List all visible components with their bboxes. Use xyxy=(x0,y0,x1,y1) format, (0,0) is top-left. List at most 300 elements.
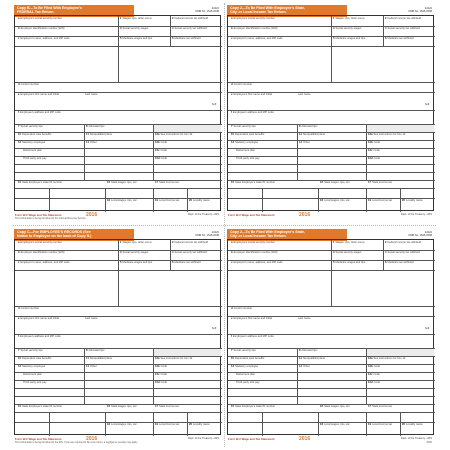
box-label: Last name xyxy=(85,93,98,96)
box-b-ein[interactable] xyxy=(18,27,65,30)
box-label: Code xyxy=(373,157,381,160)
box-number: 19 xyxy=(368,423,371,426)
box-label: Code xyxy=(373,373,380,376)
box-label: State wages, tips, etc. xyxy=(111,181,138,184)
box-7-ss-tips[interactable] xyxy=(18,125,43,128)
box-number: 7 xyxy=(18,349,20,352)
form-grid xyxy=(227,239,434,435)
box-d-control[interactable] xyxy=(231,83,252,86)
box-number: e xyxy=(18,317,20,320)
box-1-wages[interactable] xyxy=(333,17,365,20)
box-7-ss-tips[interactable] xyxy=(18,349,43,352)
box-label: See instructions for box 12 xyxy=(373,133,406,136)
box-15-state[interactable] xyxy=(231,181,275,184)
box-c-employer[interactable] xyxy=(18,37,70,40)
box-15-state[interactable] xyxy=(231,405,275,408)
box-12b[interactable] xyxy=(368,365,380,368)
tax-year: 2016 xyxy=(299,212,311,218)
box-label: State Employer's state ID number xyxy=(22,405,63,408)
grid-col-lower-1 xyxy=(84,348,85,404)
grid-col-upper xyxy=(331,16,332,82)
box-17-state-tax[interactable] xyxy=(368,181,392,184)
box-number: 12a xyxy=(155,133,160,136)
box-6-medicare-tax[interactable] xyxy=(385,37,414,40)
w2-copy-4 xyxy=(227,229,434,445)
box-4-ss-tax[interactable] xyxy=(385,251,420,254)
box-d-control[interactable] xyxy=(231,307,252,310)
box-number: 13 xyxy=(18,365,21,368)
box-number: f xyxy=(18,335,19,338)
box-15-state[interactable] xyxy=(18,405,62,408)
grid-col-upper xyxy=(118,16,119,82)
box-d-control[interactable] xyxy=(18,307,39,310)
box-20-locality[interactable] xyxy=(402,199,423,202)
box-label: Retirement plan xyxy=(236,149,255,152)
box-7-ss-tips[interactable] xyxy=(231,125,256,128)
grid-row-11 xyxy=(15,164,222,165)
grid-row-11 xyxy=(15,388,222,389)
box-label: Medicare wages and tips xyxy=(122,37,153,40)
box-16-state-wages[interactable] xyxy=(107,405,137,408)
box-number: 4 xyxy=(172,27,174,30)
box-3-ss-wages[interactable] xyxy=(120,251,148,254)
box-label: Wages, tips, other comp. xyxy=(122,17,153,20)
grid-col-lower-1 xyxy=(297,348,298,404)
box-number: 2 xyxy=(385,17,387,20)
box-4-ss-tax[interactable] xyxy=(172,27,207,30)
box-17-state-tax[interactable] xyxy=(155,181,179,184)
box-number: 16 xyxy=(107,405,110,408)
box-number: 13 xyxy=(231,365,234,368)
box-number: 12c xyxy=(368,373,373,376)
box-13-retirement[interactable] xyxy=(236,149,255,152)
grid-row-8 xyxy=(228,364,435,365)
box-8-allocated-tips[interactable] xyxy=(86,349,105,352)
box-12c[interactable] xyxy=(368,149,380,152)
box-11-nonqualified[interactable] xyxy=(86,357,112,360)
dept-treasury: Dept. of the Treasury—IRS xyxy=(400,213,432,216)
box-number: 12a xyxy=(155,357,160,360)
box-number: 17 xyxy=(155,181,158,184)
box-label: Allocated tips xyxy=(88,125,105,128)
omb-number xyxy=(195,231,219,237)
box-number: 12b xyxy=(368,141,373,144)
form-grid xyxy=(14,239,221,435)
box-label: Employer's name, address, and ZIP code xyxy=(233,37,283,40)
box-label: Locality name xyxy=(193,423,210,426)
grid-col-upper-2 xyxy=(170,240,171,270)
box-19-local-tax[interactable] xyxy=(155,423,179,426)
box-number: b xyxy=(18,251,20,254)
box-label: Employee's address and ZIP code xyxy=(232,111,274,114)
box-2-fed-tax[interactable] xyxy=(385,17,421,20)
form-code: 22222 xyxy=(211,7,219,10)
w2-copy-3 xyxy=(14,229,221,445)
box-number: 2 xyxy=(172,241,174,244)
box-label: Social security tips xyxy=(233,349,256,352)
box-label: State Employer's state ID number xyxy=(22,181,63,184)
box-number: 19 xyxy=(155,423,158,426)
box-label: Local income tax xyxy=(159,423,180,426)
grid-col-state-1 xyxy=(49,412,50,436)
box-13-third-party[interactable] xyxy=(236,157,259,160)
box-number: f xyxy=(18,111,19,114)
box-number: 3 xyxy=(333,27,335,30)
box-number: 15 xyxy=(18,405,21,408)
box-4-ss-tax[interactable] xyxy=(172,251,207,254)
box-label: Medicare tax withheld xyxy=(387,37,414,40)
box-label: Code xyxy=(373,141,381,144)
box-number: 8 xyxy=(86,125,88,128)
box-b-ein[interactable] xyxy=(18,251,65,254)
box-number: 11 xyxy=(86,133,89,136)
form-code: 22222 xyxy=(211,231,219,234)
box-10-dependent-care[interactable] xyxy=(18,357,51,360)
box-label: Statutory employee xyxy=(235,141,259,144)
box-label: Dependent care benefits xyxy=(235,133,265,136)
box-label: Retirement plan xyxy=(23,149,42,152)
box-12b[interactable] xyxy=(368,141,380,144)
box-12a[interactable] xyxy=(155,133,192,136)
grid-col-state-1 xyxy=(262,188,263,212)
suffix-label: Suff. xyxy=(211,327,217,330)
box-label: Other xyxy=(303,365,310,368)
box-13-retirement[interactable] xyxy=(23,149,42,152)
box-2-fed-tax[interactable] xyxy=(385,241,421,244)
box-label: Social security tips xyxy=(20,125,43,128)
box-18-local-wages[interactable] xyxy=(107,199,137,202)
grid-col-state-4 xyxy=(400,188,401,212)
box-label: Statutory employee xyxy=(22,365,46,368)
box-number: 11 xyxy=(86,357,89,360)
grid-row-11 xyxy=(228,164,435,165)
box-11-nonqualified[interactable] xyxy=(86,133,112,136)
box-20-locality[interactable] xyxy=(402,423,423,426)
form-footer xyxy=(227,213,434,221)
grid-row-8 xyxy=(15,140,222,141)
box-a-ssn[interactable] xyxy=(231,17,275,20)
box-label: Nonqualified plans xyxy=(302,133,325,136)
box-label: Medicare wages and tips xyxy=(335,261,366,264)
grid-row-11 xyxy=(228,388,435,389)
box-20-locality[interactable] xyxy=(189,199,210,202)
box-19-local-tax[interactable] xyxy=(155,199,179,202)
form-footer xyxy=(227,437,434,445)
box-label: Dependent care benefits xyxy=(22,357,52,360)
box-7-ss-tips[interactable] xyxy=(231,349,256,352)
box-number: e xyxy=(231,317,233,320)
box-number: 18 xyxy=(320,423,323,426)
box-label: Locality name xyxy=(193,199,210,202)
box-label: Code xyxy=(160,157,168,160)
box-12d[interactable] xyxy=(368,381,380,384)
box-label: State income tax xyxy=(159,181,180,184)
box-label: Social security wages xyxy=(335,27,362,30)
box-number: 1 xyxy=(120,17,122,20)
box-20-locality[interactable] xyxy=(189,423,210,426)
box-15-state[interactable] xyxy=(18,181,62,184)
box-label: Employer's name, address, and ZIP code xyxy=(233,261,283,264)
box-12d[interactable] xyxy=(368,157,380,160)
box-label: Last name xyxy=(298,93,311,96)
box-number: 13 xyxy=(18,141,21,144)
grid-row-14 xyxy=(15,412,222,413)
box-19-local-tax[interactable] xyxy=(368,423,392,426)
box-number: 13 xyxy=(231,141,234,144)
box-label: Other xyxy=(90,141,97,144)
grid-col-lower-1 xyxy=(84,124,85,180)
box-label: Employee's address and ZIP code xyxy=(19,111,61,114)
box-label: Medicare tax withheld xyxy=(174,37,201,40)
box-13-retirement[interactable] xyxy=(236,373,255,376)
box-label: Code xyxy=(160,149,167,152)
grid-row-14 xyxy=(228,412,435,413)
box-f-employee-address[interactable] xyxy=(18,335,61,338)
box-number: 14 xyxy=(86,141,89,144)
box-e-last-name[interactable] xyxy=(298,93,311,96)
box-8-allocated-tips[interactable] xyxy=(86,125,105,128)
box-12c[interactable] xyxy=(155,373,167,376)
box-14-other[interactable] xyxy=(299,141,310,144)
box-label: Last name xyxy=(298,317,311,320)
box-18-local-wages[interactable] xyxy=(320,423,350,426)
box-number: d xyxy=(18,83,20,86)
box-label: Employee's first name and initial xyxy=(20,317,59,320)
box-number: 8 xyxy=(299,125,301,128)
box-label: Control number xyxy=(233,83,253,86)
box-12c[interactable] xyxy=(155,149,167,152)
box-5-medicare-wages[interactable] xyxy=(333,37,365,40)
box-number: c xyxy=(18,261,20,264)
box-5-medicare-wages[interactable] xyxy=(120,261,152,264)
box-label: Allocated tips xyxy=(301,349,318,352)
box-11-nonqualified[interactable] xyxy=(299,357,325,360)
box-number: 14 xyxy=(86,365,89,368)
box-label: Local wages, tips, etc. xyxy=(111,423,138,426)
box-3-ss-wages[interactable] xyxy=(120,27,148,30)
box-6-medicare-tax[interactable] xyxy=(172,261,201,264)
box-number: 4 xyxy=(172,251,174,254)
box-12d[interactable] xyxy=(155,157,167,160)
box-number: 7 xyxy=(231,349,233,352)
box-8-allocated-tips[interactable] xyxy=(299,125,318,128)
box-label: Employee's first name and initial xyxy=(20,93,59,96)
box-number: 6 xyxy=(385,261,387,264)
box-number: 3 xyxy=(333,251,335,254)
banner-line-2: Notice to Employee on the back of Copy B.) xyxy=(17,234,92,239)
box-14-other[interactable] xyxy=(299,365,310,368)
banner-line-1: Copy C—For EMPLOYEE'S RECORDS (See xyxy=(17,230,91,234)
grid-col-state-2 xyxy=(105,188,106,212)
box-17-state-tax[interactable] xyxy=(368,405,392,408)
box-number: 12d xyxy=(368,381,373,384)
box-13-third-party[interactable] xyxy=(23,157,46,160)
w2-copy-2 xyxy=(227,5,434,221)
box-number: 12d xyxy=(368,157,373,160)
form-grid xyxy=(227,15,434,211)
grid-row-8 xyxy=(228,140,435,141)
box-f-employee-address[interactable] xyxy=(18,111,61,114)
box-number: 6 xyxy=(385,37,387,40)
banner-title xyxy=(17,6,82,15)
box-label: Wages, tips, other comp. xyxy=(122,241,153,244)
box-18-local-wages[interactable] xyxy=(320,199,350,202)
box-number: 20 xyxy=(402,423,405,426)
box-13-statutory[interactable] xyxy=(231,141,258,144)
box-label: Statutory employee xyxy=(22,141,46,144)
box-13-third-party[interactable] xyxy=(23,381,46,384)
box-3-ss-wages[interactable] xyxy=(333,251,361,254)
box-label: Employee's address and ZIP code xyxy=(19,335,61,338)
tax-year: 2016 xyxy=(86,212,98,218)
box-17-state-tax[interactable] xyxy=(155,405,179,408)
box-1-wages[interactable] xyxy=(120,17,152,20)
box-b-ein[interactable] xyxy=(231,251,278,254)
box-label: Federal income tax withheld xyxy=(387,241,421,244)
box-12a[interactable] xyxy=(368,357,405,360)
grid-row-9 xyxy=(228,148,435,149)
box-10-dependent-care[interactable] xyxy=(231,357,264,360)
box-number: 12c xyxy=(155,149,160,152)
box-number: a xyxy=(231,241,233,244)
box-e-last-name[interactable] xyxy=(85,93,98,96)
banner-title xyxy=(230,230,305,239)
box-label: Code xyxy=(160,365,168,368)
box-f-employee-address[interactable] xyxy=(231,335,274,338)
box-label: Code xyxy=(160,141,168,144)
box-9-shaded xyxy=(154,125,221,132)
box-e-employee-name[interactable] xyxy=(231,93,272,96)
box-label: Employee's social security number xyxy=(20,17,62,20)
grid-col-state-3 xyxy=(153,188,154,212)
dept-treasury: Dept. of the Treasury—IRS xyxy=(187,437,219,440)
banner-line-1: Copy 2—To Be Filed With Employee's State, xyxy=(230,6,306,10)
tax-year: 2016 xyxy=(299,436,311,442)
omb-number xyxy=(408,231,432,237)
box-e-employee-name[interactable] xyxy=(231,317,272,320)
box-label: Nonqualified plans xyxy=(89,357,112,360)
box-label: Nonqualified plans xyxy=(89,133,112,136)
box-label: Third-party sick pay xyxy=(23,381,47,384)
box-6-medicare-tax[interactable] xyxy=(385,261,414,264)
box-12a[interactable] xyxy=(368,133,405,136)
box-label: Employer identification number (EIN) xyxy=(233,251,278,254)
box-8-allocated-tips[interactable] xyxy=(299,349,318,352)
box-4-ss-tax[interactable] xyxy=(385,27,420,30)
box-12b[interactable] xyxy=(155,141,167,144)
banner-line-2: FEDERAL Tax Return. xyxy=(17,10,55,15)
box-10-dependent-care[interactable] xyxy=(18,133,51,136)
box-e-last-name[interactable] xyxy=(298,317,311,320)
box-13-retirement[interactable] xyxy=(23,373,42,376)
box-number: 10 xyxy=(231,133,234,136)
box-5-medicare-wages[interactable] xyxy=(120,37,152,40)
box-19-local-tax[interactable] xyxy=(368,199,392,202)
box-number: 11 xyxy=(299,133,302,136)
grid-col-state-3 xyxy=(153,412,154,436)
box-number: 16 xyxy=(320,181,323,184)
box-12a[interactable] xyxy=(155,357,192,360)
box-10-dependent-care[interactable] xyxy=(231,133,264,136)
box-e-employee-name[interactable] xyxy=(18,93,59,96)
box-16-state-wages[interactable] xyxy=(320,405,350,408)
box-a-ssn[interactable] xyxy=(18,17,62,20)
grid-col-upper-2 xyxy=(170,16,171,46)
box-18-local-wages[interactable] xyxy=(107,423,137,426)
box-13-statutory[interactable] xyxy=(18,365,45,368)
box-f-employee-address[interactable] xyxy=(231,111,274,114)
box-a-ssn[interactable] xyxy=(18,241,62,244)
suffix-label: Suff. xyxy=(424,327,430,330)
dept-treasury: Dept. of the Treasury—IRS xyxy=(400,437,432,440)
box-label: Local wages, tips, etc. xyxy=(324,199,351,202)
banner-title xyxy=(17,230,91,239)
box-d-control[interactable] xyxy=(18,83,39,86)
box-c-employer[interactable] xyxy=(231,261,283,264)
box-6-medicare-tax[interactable] xyxy=(172,37,201,40)
box-1-wages[interactable] xyxy=(333,241,365,244)
box-3-ss-wages[interactable] xyxy=(333,27,361,30)
box-14-other[interactable] xyxy=(86,365,97,368)
box-13-third-party[interactable] xyxy=(236,381,259,384)
box-e-employee-name[interactable] xyxy=(18,317,59,320)
box-16-state-wages[interactable] xyxy=(107,181,137,184)
box-number: 18 xyxy=(320,199,323,202)
box-16-state-wages[interactable] xyxy=(320,181,350,184)
box-1-wages[interactable] xyxy=(120,241,152,244)
box-a-ssn[interactable] xyxy=(231,241,275,244)
box-number: c xyxy=(231,261,233,264)
box-14-other[interactable] xyxy=(86,141,97,144)
box-label: Local income tax xyxy=(159,199,180,202)
box-5-medicare-wages[interactable] xyxy=(333,261,365,264)
box-12c[interactable] xyxy=(368,373,380,376)
box-number: 20 xyxy=(402,199,405,202)
box-number: d xyxy=(18,307,20,310)
box-2-fed-tax[interactable] xyxy=(172,17,208,20)
box-number: 17 xyxy=(368,405,371,408)
box-label: Employer's name, address, and ZIP code xyxy=(20,261,70,264)
box-label: Control number xyxy=(20,83,40,86)
box-label: Locality name xyxy=(406,423,423,426)
box-11-nonqualified[interactable] xyxy=(299,133,325,136)
grid-col-state-2 xyxy=(105,412,106,436)
footer-note: This information is being furnished to the Internal Revenue Service. xyxy=(15,217,87,220)
box-number: e xyxy=(18,93,20,96)
grid-row-14 xyxy=(15,188,222,189)
box-label: Third-party sick pay xyxy=(23,157,47,160)
box-2-fed-tax[interactable] xyxy=(172,241,208,244)
box-label: Social security tips xyxy=(20,349,43,352)
box-12b[interactable] xyxy=(155,365,167,368)
box-13-statutory[interactable] xyxy=(231,365,258,368)
grid-col-lower-2 xyxy=(153,348,154,404)
box-label: Control number xyxy=(20,307,40,310)
box-number: d xyxy=(231,83,233,86)
grid-col-state-4 xyxy=(187,412,188,436)
box-number: 15 xyxy=(18,181,21,184)
box-b-ein[interactable] xyxy=(231,27,278,30)
box-label: Code xyxy=(373,381,381,384)
box-number: 5 xyxy=(120,261,122,264)
box-c-employer[interactable] xyxy=(231,37,283,40)
box-13-statutory[interactable] xyxy=(18,141,45,144)
box-number: 11 xyxy=(299,357,302,360)
box-12d[interactable] xyxy=(155,381,167,384)
box-e-last-name[interactable] xyxy=(85,317,98,320)
grid-row-9 xyxy=(228,372,435,373)
box-c-employer[interactable] xyxy=(18,261,70,264)
